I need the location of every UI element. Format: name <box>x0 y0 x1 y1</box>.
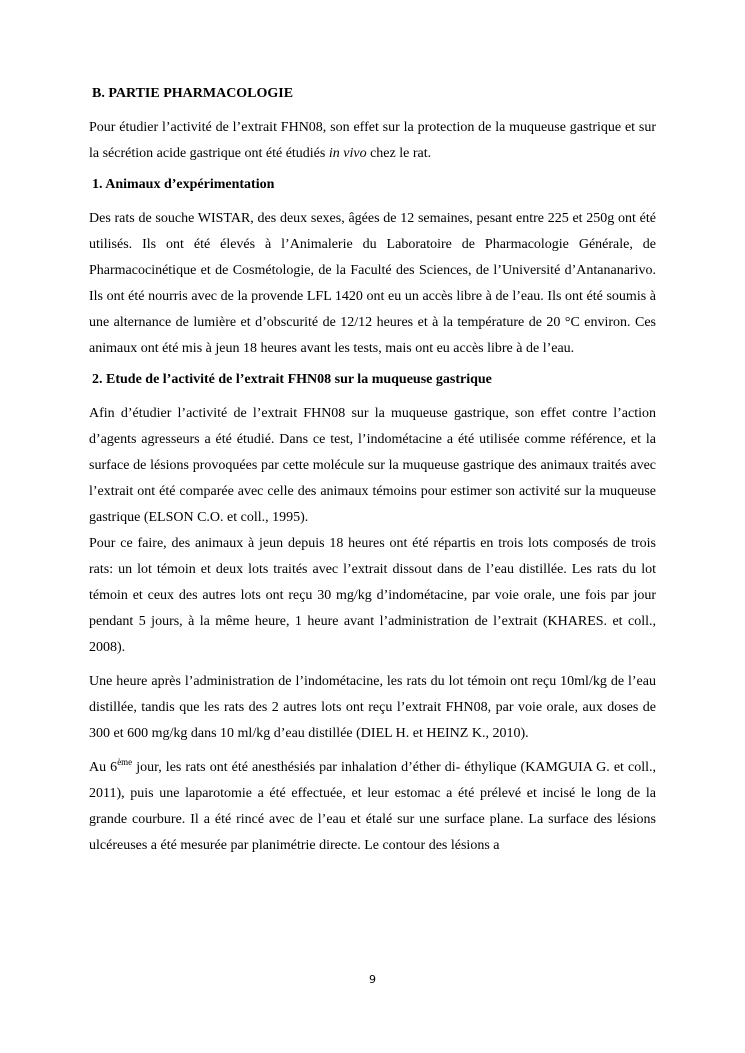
section-heading: B. PARTIE PHARMACOLOGIE <box>92 86 294 101</box>
intro-paragraph <box>89 115 656 167</box>
intro-text-end: chez le rat. <box>366 146 432 161</box>
intro-text-start: Pour étudier l’activité de l’extrait FHN08, son effet sur la protection de la muqueuse gastrique et sur la sécrétion acide gastrique ont été étudiés <box>89 120 656 161</box>
subsection-1-heading: 1. Animaux d’expérimentation <box>92 177 275 192</box>
subsection-2-paragraph-3: Une heure après l’administration de l’indométacine, les rats du lot témoin ont reçu 10ml/kg de l’eau distillée, tandis que les rats des 2 autres lots ont reçu l’extrait FHN08, par voie orale, aux doses de 300 et 600 mg/kg dans 10 ml/kg d’eau distillée (DIEL H. et HEINZ K., 2010). <box>89 674 656 741</box>
subsection-2-heading: 2. Etude de l’activité de l’extrait FHN08 sur la muqueuse gastrique <box>92 372 492 387</box>
page-number: 9 <box>369 973 376 986</box>
subsection-2-paragraph-2: Pour ce faire, des animaux à jeun depuis 18 heures ont été répartis en trois lots composés de trois rats: un lot témoin et deux lots traités avec l’extrait dissout dans de l’eau distillée. Les rats du lot témoin et ceux des autres lots ont reçu 30 mg/kg d’indométacine, par voie orale, une fois par jour pendant 5 jours, à la même heure, 1 heure avant l’administration de l’extrait (KHARES. et coll., 2008). <box>89 536 656 655</box>
subsection-2-paragraph-1: Afin d’étudier l’activité de l’extrait FHN08 sur la muqueuse gastrique, son effet contre l’action d’agents agresseurs a été étudié. Dans ce test, l’indométacine a été utilisée comme référence, et la surface de lésions provoquées par cette molécule sur la muqueuse gastrique des animaux traités avec l’extrait ont été comparée avec celle des animaux témoins pour estimer son activité sur la muqueuse gastrique (ELSON C.O. et coll., 1995). <box>89 406 656 525</box>
subsection-1-paragraph: Des rats de souche WISTAR, des deux sexes, âgées de 12 semaines, pesant entre 225 et 250g ont été utilisés. Ils ont été élevés à l’Animalerie du Laboratoire de Pharmacologie Générale, de Pharmacocinétique et de Cosmétologie, de la Faculté des Sciences, de l’Université d’Antananarivo. Ils ont été nourris avec de la provende LFL 1420 ont eu un accès libre à de l’eau. Ils ont été soumis à une alternance de lumière et d’obscurité de 12/12 heures et à la température de 20 °C environ. Ces animaux ont été mis à jeun 18 heures avant les tests, mais ont eu accès libre à de l’eau. <box>89 211 656 356</box>
ordinal-superscript: ème <box>117 757 133 767</box>
paragraph-4-start: Au 6 <box>89 760 118 775</box>
subsection-2-paragraph-4 <box>89 755 656 859</box>
paragraph-4-rest: jour, les rats ont été anesthésiés par inhalation d’éther di- éthylique (KAMGUIA G. et coll., 2011), puis une laparotomie a été effectuée, et leur estomac a été prélevé et incisé le long de la grande courbure. Il a été rincé avec de l’eau et étalé sur une surface plane. La surface des lésions ulcéreuses a été mesurée par planimétrie directe. Le contour des lésions a <box>89 760 656 853</box>
intro-italic-term: in vivo <box>328 146 367 161</box>
document-page <box>89 84 656 859</box>
